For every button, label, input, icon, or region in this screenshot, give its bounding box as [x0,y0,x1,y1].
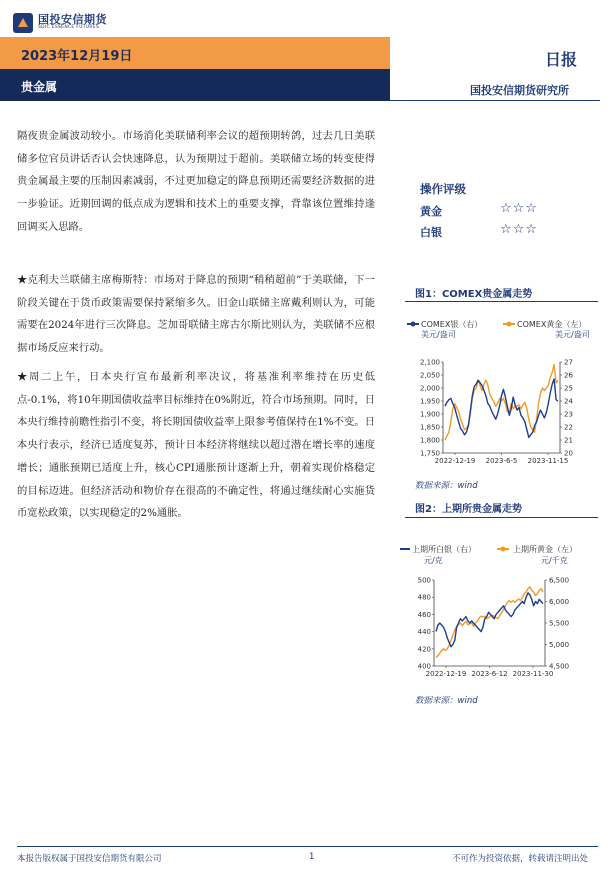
header-divider [390,100,600,101]
fig1-unit-right: 美元/盎司 [555,330,590,339]
fig2-series-left-line [436,587,543,658]
fig1-legend-gold-marker [507,322,512,327]
fig2-title: 图2：上期所贵金属走势 [415,504,522,515]
fig2-left-tick-label: 500 [417,576,431,585]
fig2-x-tick-label: 2022-12-19 [425,670,467,678]
footer-divider [17,846,598,847]
fig1-title: 图1：COMEX贵金属走势 [415,289,533,300]
rating-gold-label: 黄金 [420,205,442,218]
fig1-right-tick-label: 27 [564,358,573,367]
fig1-left-tick-label: 1,850 [419,423,440,432]
section-title: 贵金属 [21,80,58,94]
fig1-left-tick-label: 2,000 [419,384,440,393]
fig2-legend-gold-marker [501,547,506,552]
fig1-x-tick-label: 2023-6-5 [485,457,518,465]
fig2-unit-right: 元/千克 [541,556,568,565]
rating-silver-label: 白银 [420,226,442,239]
institute-name: 国投安信期货研究所 [470,84,569,97]
paragraph-1: 隔夜贵金属波动较小。市场消化美联储利率会议的超预期转鸽，过去几日美联储多位官员讲话否认会快速降息，认为预期过于超前。美联储立场的转变使得贵金属最主要的压制因素减弱，不过更加稳定的降息预期还需要经济数据的进一步验证。近期回调的低点成为逻辑和技术上的重要支撑，背靠该位置维持逢回调买入思路。 [17,130,375,233]
fig2-left-tick-label: 420 [417,645,431,654]
logo-subtext: SDIC ESSENCE FUTURES [38,25,100,30]
fig2-left-tick-label: 400 [417,662,431,671]
fig1-source: 数据来源：wind [415,481,478,491]
fig1-left-tick-label: 1,800 [419,436,440,445]
fig1-left-tick-label: 2,050 [419,371,440,380]
fig2-chart [410,574,598,686]
fig2-x-tick-label: 2023-6-12 [471,670,508,678]
fig2-right-tick-label: 4,500 [549,662,570,671]
fig2-left-tick-label: 480 [417,593,431,602]
fig1-divider [405,301,598,302]
rating-gold-stars: ☆☆☆ [500,201,538,216]
footer-copyright: 本报告版权属于国投安信期货有限公司 [17,854,162,864]
fig1-chart [410,350,598,472]
section-band [0,69,390,101]
fig2-x-tick-label: 2023-11-30 [512,670,554,678]
fig1-series-left-line [445,365,558,440]
logo-text: 国投安信期货 [38,13,107,26]
paragraph-2: ★克利夫兰联储主席梅斯特：市场对于降息的预期“稍稍超前”于美联储，下一阶段关键在于货币政策需要保持紧缩多久。旧金山联储主席戴利则认为，可能需要在2024年进行三次降息。芝加哥联储主席古尔斯比则认为，美联储不应根据市场反应来行动。 [17,274,375,355]
fig2-legend-gold: 上期所黄金（左） [513,545,577,554]
fig1-right-tick-label: 22 [564,423,573,432]
fig1-left-tick-label: 2,100 [419,358,440,367]
fig1-legend-silver-marker [411,322,416,327]
fig1-left-tick-label: 1,750 [419,449,440,458]
fig1-right-tick-label: 24 [564,397,573,406]
fig2-unit-left: 元/克 [424,556,443,565]
fig2-left-tick-label: 440 [417,628,431,637]
rating-silver-stars: ☆☆☆ [500,222,538,237]
fig2-right-tick-label: 6,000 [549,598,570,606]
report-type: 日报 [545,50,578,69]
fig1-unit-left: 美元/盎司 [421,330,456,339]
paragraph-3: ★周二上午，日本央行宣布最新利率决议，将基准利率维持在历史低点-0.1%，将10年期国债收益率目标维持在0%附近，符合市场预期。同时，日本央行维持前瞻性指引不变，将长期国债收益率上限参考值保持在1%不变。日本央行表示，经济已适度复苏，预计日本经济将继续以超过潜在增长率的速度增长；通胀预期已适度上升，核心CPI通胀预计逐渐上升，朝着实现价格稳定的目标迈进。但经济活动和物价存在很高的不确定性，将通过继续耐心实施货币宽松政策，以实现稳定的2%通胀。 [17,371,375,520]
fig1-right-tick-label: 21 [564,436,573,445]
fig2-legend-silver: 上期所白银（右） [412,545,476,554]
fig1-series-right-line [445,379,558,438]
logo-icon [13,13,33,33]
fig2-right-tick-label: 5,000 [549,641,570,649]
fig1-legend-silver: COMEX银（右） [421,320,483,329]
fig1-legend-gold: COMEX黄金（左） [517,320,587,329]
rating-title: 操作评级 [420,182,466,196]
fig2-source: 数据来源：wind [415,696,478,706]
fig1-left-tick-label: 1,950 [419,397,440,406]
report-date: 2023年12月19日 [21,49,133,64]
fig1-right-tick-label: 23 [564,410,573,419]
fig1-x-tick-label: 2022-12-19 [434,457,476,465]
fig2-divider [405,517,598,518]
fig2-right-tick-label: 6,500 [549,576,570,585]
page-number: 1 [309,852,315,862]
fig1-right-tick-label: 26 [564,371,573,380]
fig2-left-tick-label: 460 [417,610,431,619]
fig1-right-tick-label: 25 [564,384,573,393]
fig1-x-tick-label: 2023-11-15 [527,457,569,465]
footer-disclaimer: 不可作为投资依据，转载请注明出处 [452,854,589,864]
fig2-right-tick-label: 5,500 [549,619,570,628]
fig1-right-tick-label: 20 [564,449,573,458]
fig1-left-tick-label: 1,900 [419,410,440,419]
